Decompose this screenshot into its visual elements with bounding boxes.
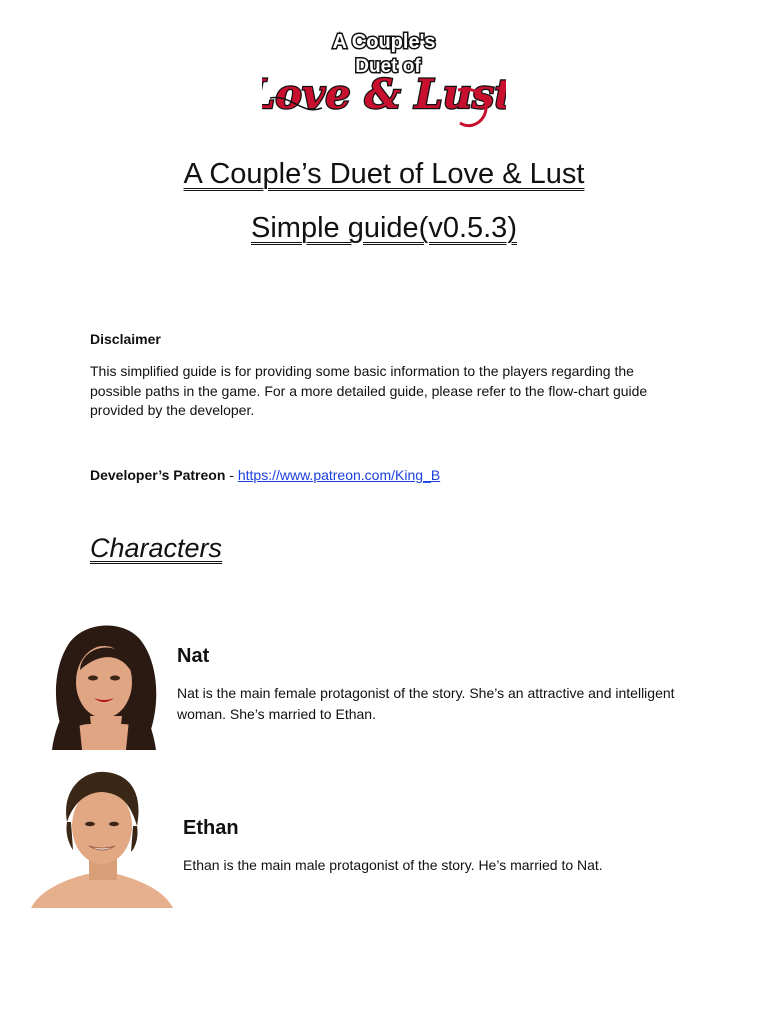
ethan-portrait (31, 770, 173, 908)
document-title: A Couple’s Duet of Love & Lust (183, 158, 585, 190)
logo-line-1: A Couple's (332, 31, 436, 53)
character-description-nat: Nat is the main female protagonist of the story. She’s an attractive and intelligent woman. She’s married to Ethan. (177, 685, 675, 722)
character-name-ethan: Ethan (183, 817, 239, 839)
logo-line-2: Duet of (355, 56, 421, 77)
disclaimer-heading: Disclaimer (90, 331, 161, 347)
document-subtitle: Simple guide(v0.5.3) (251, 212, 517, 244)
character-name-nat: Nat (177, 645, 210, 667)
patreon-line (90, 467, 440, 483)
character-description-ethan: Ethan is the main male protagonist of the story. He’s married to Nat. (183, 857, 603, 873)
patreon-separator: - (225, 467, 238, 483)
patreon-label: Developer’s Patreon (90, 467, 226, 483)
nat-portrait (42, 620, 166, 750)
patreon-link[interactable]: https://www.patreon.com/King_B (237, 467, 441, 483)
game-logo (262, 28, 506, 128)
disclaimer-body: This simplified guide is for providing some basic information to the players regarding the possible paths in the game. For a more detailed guide, please refer to the flow-chart guide provided by the developer. (90, 363, 648, 418)
characters-heading: Characters (90, 533, 223, 563)
logo-line-3: Love & Lust (262, 71, 506, 118)
